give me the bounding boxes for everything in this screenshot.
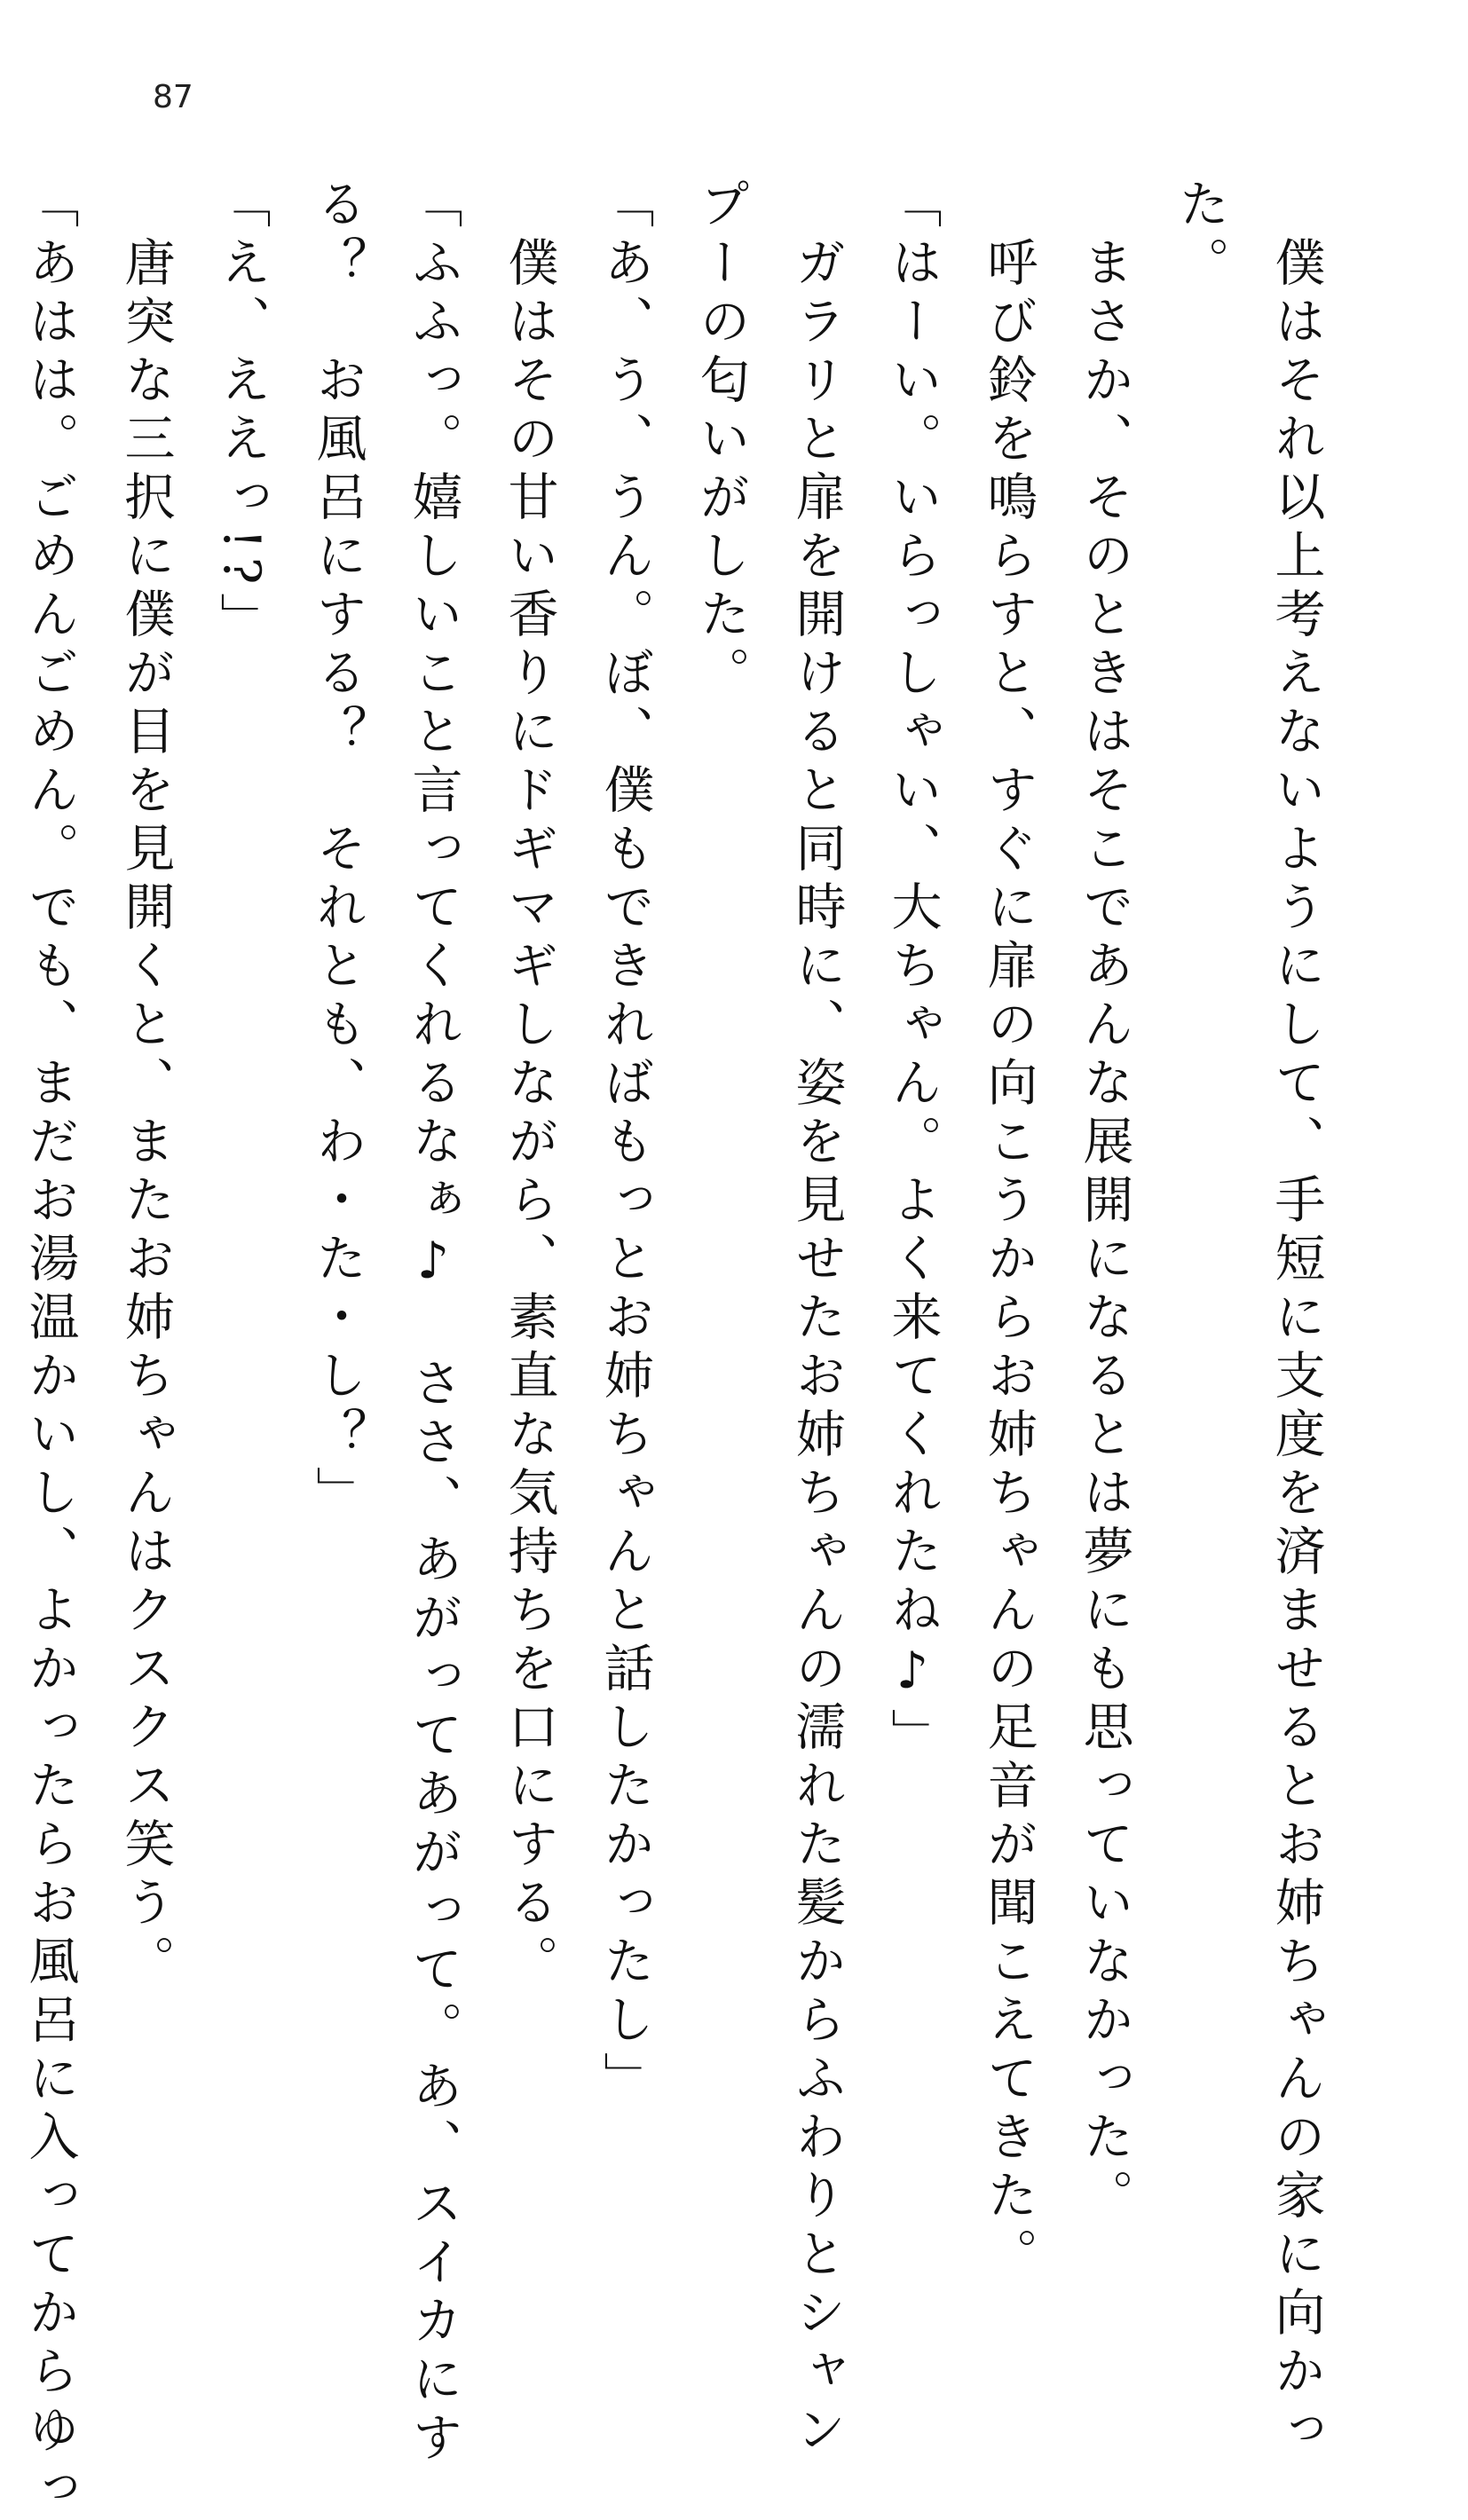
text-line: た。 (1171, 177, 1229, 295)
text-line: る？ お風呂にする？ それとも、わ・た・し？」 (308, 177, 367, 1524)
text-line: プーの匂いがした。 (691, 177, 750, 705)
text-line: 呼び鈴を鳴らすと、すぐに扉の向こうからお姉ちゃんの足音が聞こえてきた。 (979, 177, 1038, 2286)
text-line: 「あはは。ごめんごめん。でも、まだお湯温かいし、よかったらお風呂に入ってからゆっ (20, 177, 79, 2520)
text-line: 僕はそれ以上考えないようにして、手短に支度を済ませるとお姉ちゃんの家に向かっ (1267, 177, 1325, 2461)
text-line: 僕はその甘い香りにドギマギしながら、素直な気持ちを口にする。 (500, 177, 558, 1993)
text-line: 「ふふっ。嬉しいこと言ってくれるなぁ♪ ささ、あがってあがって。あ、スイカにす (404, 177, 462, 2469)
text-line: 唐突な三択に僕が目を見開くと、またお姉ちゃんはクスクス笑う。 (116, 177, 175, 1993)
vertical-body-text (0, 177, 1344, 2520)
text-line: ガラリと扉を開けると同時に、姿を見せたお姉ちゃんの濡れた髪からふわりとシャン (787, 177, 846, 2461)
text-line: まさか、そのときはそこであんな展開になるとは夢にも思っていなかった。 (1075, 177, 1133, 2227)
page-number: 87 (153, 79, 193, 115)
text-line: 「え、ええっ!?」 (212, 177, 271, 651)
text-line: 「はーい。いらっしゃい、大ちゃん。よく来てくれたね♪」 (883, 177, 942, 1767)
text-line: 「あ、う、うん。ぼ、僕もできればもっとお姉ちゃんと話したかったし」 (596, 177, 654, 2110)
text-line (0, 177, 2, 1952)
